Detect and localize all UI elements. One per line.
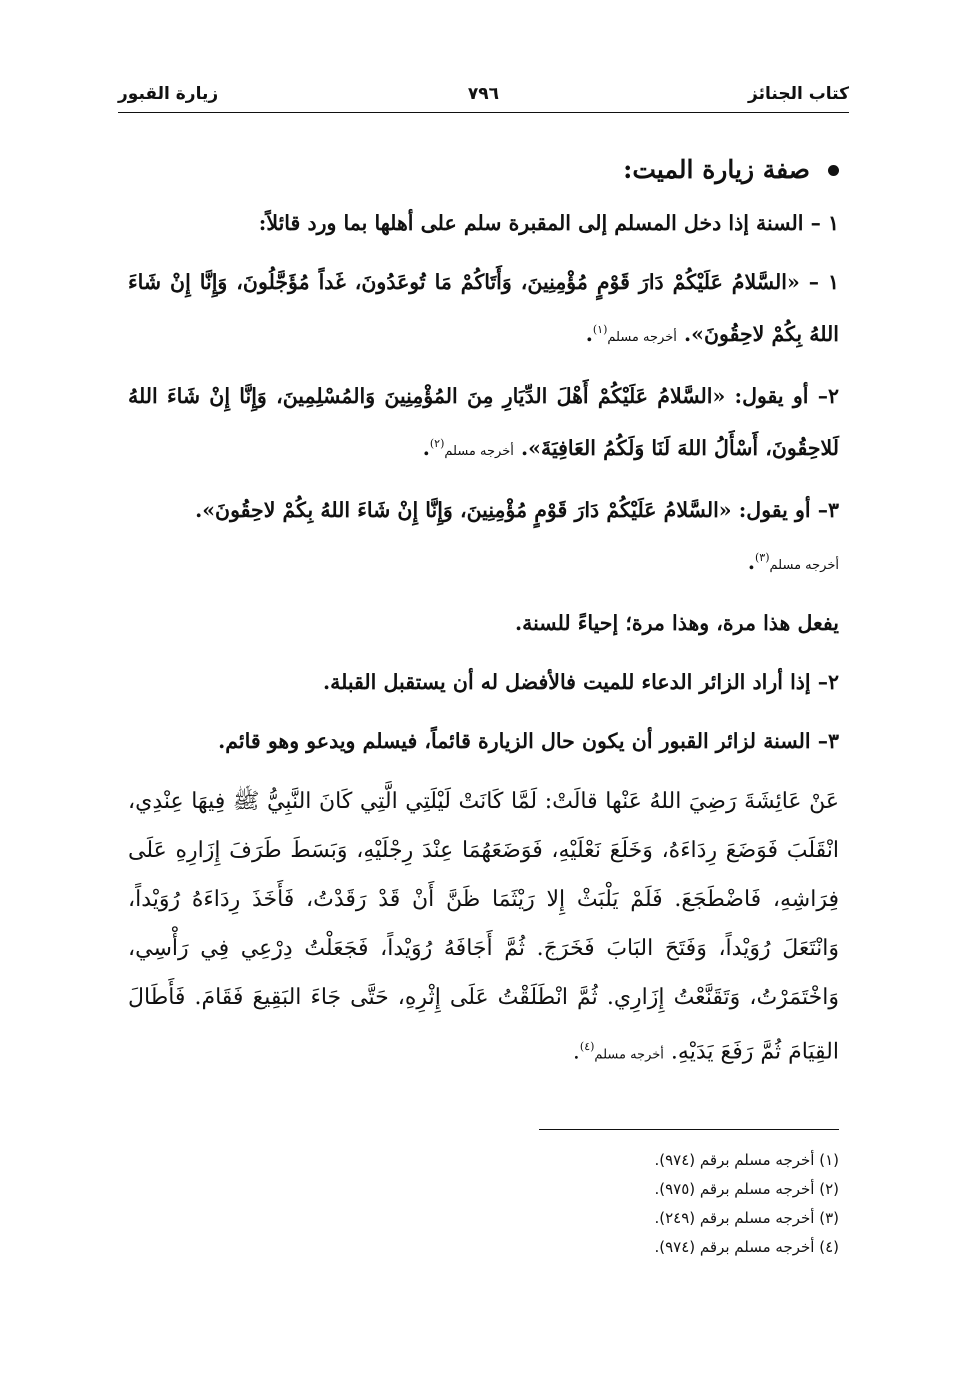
dua-1-number: ١ – [799, 270, 839, 294]
footnotes [339, 1146, 839, 1262]
bullet-icon [828, 165, 839, 176]
header-book-name: كتاب الجنائز [748, 84, 849, 104]
dua-2-source: أخرجه مسلم [444, 443, 514, 459]
running-header [118, 84, 849, 112]
footnote-rule [539, 1129, 839, 1130]
rule-3: ٣– السنة لزائر القبور أن يكون حال الزيارة قائماً، فيسلم ويدعو وهو قائم. [218, 729, 839, 754]
dua-1-source: أخرجه مسلم [607, 329, 677, 345]
hadith: عَنْ عَائِشَةَ رَضِيَ اللهُ عَنْها قالَتْ: لَمَّا كَانَتْ لَيْلَتِي الَّتِي كَانَ النَّبِيُّ ﷺ فِيهَا عِنْدِي، انْقَلَبَ فَوَضَعَ رِدَاءَهُ، وَخَلَعَ نَعْلَيْهِ، فَوَضَعَهُمَا عِنْدَ رِجْلَيْهِ، وَبَسَطَ طَرَفَ إِزَارِهِ عَلَى فِرَاشِهِ، فَاضْطَجَعَ. فَلَمْ يَلْبَثْ إِلا رَيْثَمَا ظَنَّ أَنْ قَدْ رَقَدْتُ، فَأَخَذَ رِدَاءَهُ رُوَيْداً، وَانْتَعَلَ رُوَيْداً، وَفَتَحَ البَابَ فَخَرَجَ. ثُمَّ أَجَافَهُ رُوَيْداً، فَجَعَلْتُ دِرْعِي فِي رَأْسِي، وَاخْتَمَرْتُ، وَتَقَنَّعْتُ إِزَارِي. ثُمَّ انْطَلَقْتُ عَلَى إِثْرِهِ، حَتَّى جَاءَ البَقِيعَ فَقَامَ. فَأَطَالَ القِيَامَ ثُمَّ رَفَعَ يَدَيْهِ. أخرجه مسلم$^{(٤)}$. [128, 789, 839, 1065]
header-rule [118, 112, 849, 113]
page-number: ٧٩٦ [467, 84, 500, 104]
dua-1-text: «السَّلامُ عَلَيْكُمْ دَارَ قَوْمٍ مُؤْمِنِينَ، وَأَتَاكُمْ مَا تُوعَدُونَ، غَداً مُؤَجَّلُونَ، وَإِنَّا إِنْ شَاءَ اللهُ بِكُمْ لاحِقُونَ». [128, 270, 839, 346]
remark: يفعل هذا مرة، وهذا مرة؛ إحياءً للسنة. [514, 611, 839, 636]
dua-3-source: أخرجه مسلم [769, 557, 839, 573]
dua-3-number: ٣– [810, 497, 839, 522]
footnote-1: (١) أخرجه مسلم برقم (٩٧٤). [654, 1151, 839, 1169]
hadith-text: عَنْ عَائِشَةَ رَضِيَ اللهُ عَنْها قالَتْ: لَمَّا كَانَتْ لَيْلَتِي الَّتِي كَانَ النَّبِيُّ ﷺ فِيهَا عِنْدِي، انْقَلَبَ فَوَضَعَ رِدَاءَهُ، وَخَلَعَ نَعْلَيْهِ، فَوَضَعَهُمَا عِنْدَ رِجْلَيْهِ، وَبَسَطَ طَرَفَ إِزَارِهِ عَلَى فِرَاشِهِ، فَاضْطَجَعَ. فَلَمْ يَلْبَثْ إِلا رَيْثَمَا ظَنَّ أَنْ قَدْ رَقَدْتُ، فَأَخَذَ رِدَاءَهُ رُوَيْداً، وَانْتَعَلَ رُوَيْداً، وَفَتَحَ البَابَ فَخَرَجَ. ثُمَّ أَجَافَهُ رُوَيْداً، فَجَعَلْتُ دِرْعِي فِي رَأْسِي، وَاخْتَمَرْتُ، وَتَقَنَّعْتُ إِزَارِي. ثُمَّ انْطَلَقْتُ عَلَى إِثْرِهِ، حَتَّى جَاءَ البَقِيعَ فَقَامَ. فَأَطَالَ القِيَامَ ثُمَّ رَفَعَ يَدَيْهِ. [128, 789, 839, 1065]
footnote-3: (٣) أخرجه مسلم برقم (٢٤٩). [654, 1209, 839, 1227]
header-section-name: زيارة القبور [118, 84, 219, 104]
dua-3-text: أو يقول: «السَّلامُ عَلَيْكُمْ دَارَ قَوْمٍ مُؤْمِنِينَ، وَإِنَّا إِنْ شَاءَ اللهُ بِكُمْ لاحِقُونَ». [195, 497, 811, 522]
dua-2: ٢– أو يقول: «السَّلامُ عَلَيْكُمْ أَهْلَ الدِّيَارِ مِنَ المُؤْمِنِينَ وَالمُسْلِمِينَ، وَإِنَّا إِنْ شَاءَ اللهُ لَلاحِقُونَ، أَسْأَلُ اللهَ لَنَا وَلَكُمُ العَافِيَةَ». أخرجه مسلم$^{(٢)}$. [128, 383, 839, 460]
main-text [128, 150, 839, 1092]
dua-3: ٣– أو يقول: «السَّلامُ عَلَيْكُمْ دَارَ قَوْمٍ مُؤْمِنِينَ، وَإِنَّا إِنْ شَاءَ اللهُ بِكُمْ لاحِقُونَ». أخرجه مسلم$^{(٣)}$. [195, 497, 839, 574]
footnote-ref-1[interactable]: (١) [592, 323, 608, 336]
rule-2: ٢– إذا أراد الزائر الدعاء للميت فالأفضل له أن يستقبل القبلة. [322, 670, 839, 695]
footnote-2: (٢) أخرجه مسلم برقم (٩٧٥). [654, 1180, 839, 1198]
dua-1: ١ – «السَّلامُ عَلَيْكُمْ دَارَ قَوْمٍ مُؤْمِنِينَ، وَأَتَاكُمْ مَا تُوعَدُونَ، غَداً مُؤَجَّلُونَ، وَإِنَّا إِنْ شَاءَ اللهُ بِكُمْ لاحِقُونَ». أخرجه مسلم$^{(١)}$. [128, 270, 839, 346]
rule-1: ١ – السنة إذا دخل المسلم إلى المقبرة سلم على أهلها بما ورد قائلاً: [258, 211, 839, 235]
footnote-ref-4[interactable]: (٤) [579, 1040, 595, 1054]
section-title: صفة زيارة الميت: [623, 155, 810, 184]
dua-2-text: أو يقول: «السَّلامُ عَلَيْكُمْ أَهْلَ الدِّيَارِ مِنَ المُؤْمِنِينَ وَالمُسْلِمِينَ، وَإِنَّا إِنْ شَاءَ اللهُ لَلاحِقُونَ، أَسْأَلُ اللهَ لَنَا وَلَكُمُ العَافِيَةَ». [128, 383, 839, 460]
hadith-source: أخرجه مسلم [594, 1047, 664, 1063]
footnote-4: (٤) أخرجه مسلم برقم (٩٧٤). [654, 1238, 839, 1256]
section-heading [128, 150, 839, 190]
footnote-ref-2[interactable]: (٢) [429, 436, 445, 450]
footnote-ref-3[interactable]: (٣) [755, 550, 770, 564]
dua-2-number: ٢– [808, 383, 839, 408]
